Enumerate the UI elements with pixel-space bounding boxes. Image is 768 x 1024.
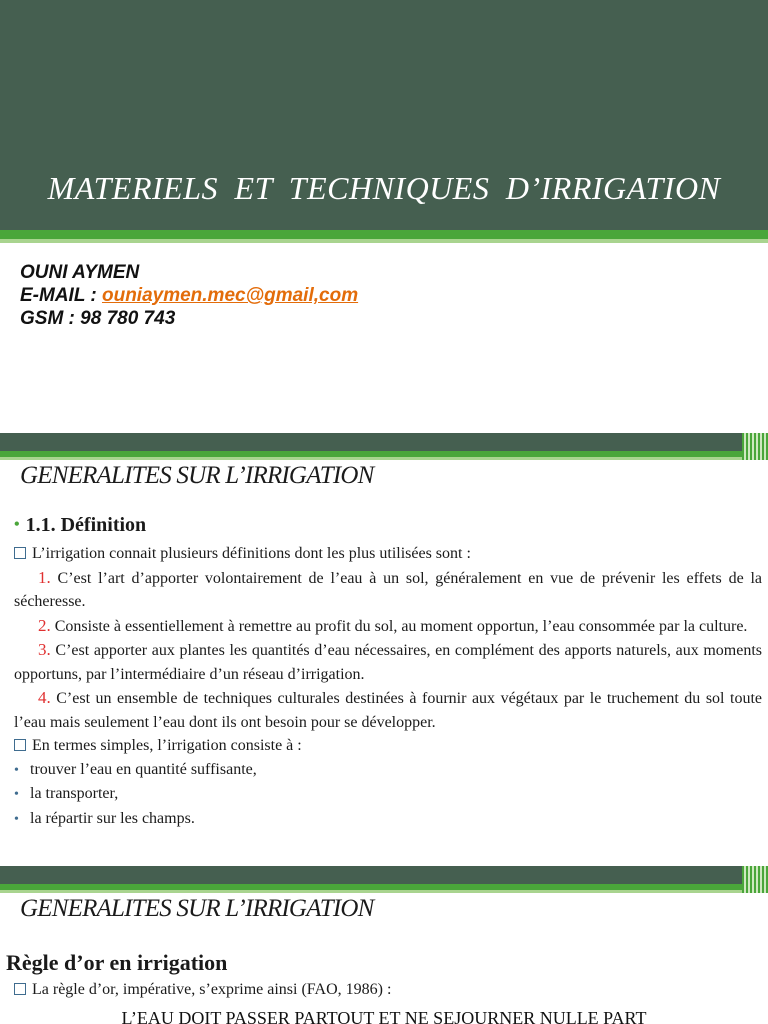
- slide3-title: GENERALITES SUR L’IRRIGATION: [20, 895, 374, 922]
- list-item: • la répartir sur les champs.: [14, 807, 762, 832]
- list-item: • trouver l’eau en quantité suffisante,: [14, 758, 762, 783]
- decorative-bars: [742, 866, 768, 893]
- golden-rule-quote: L’EAU DOIT PASSER PARTOUT ET NE SEJOURNER NULLE PART: [121, 1008, 647, 1024]
- presentation-title: MATERIELS ET TECHNIQUES D’IRRIGATION: [47, 170, 721, 206]
- bullet-dot-icon: •: [14, 811, 19, 827]
- section-heading: • 1.1. Définition: [14, 514, 147, 536]
- email-link[interactable]: ouniaymen.mec@gmail,com: [101, 285, 359, 306]
- bullet-dot-icon: •: [14, 516, 20, 533]
- decorative-bars: [742, 433, 768, 460]
- rule-heading: Règle d’or en irrigation: [6, 950, 228, 975]
- checkbox-bullet-icon: [14, 547, 26, 559]
- author-name: OUNI AYMEN: [20, 262, 140, 283]
- checkbox-bullet-icon: [14, 739, 26, 751]
- definition-item: 2. Consiste à essentiellement à remettre au profit du sol, au moment opportun, l’eau consommée par la culture.: [38, 615, 748, 635]
- gsm-line: GSM : 98 780 743: [20, 308, 176, 329]
- checkbox-bullet-icon: [14, 983, 26, 995]
- email-label: E-MAIL :: [20, 285, 102, 306]
- slide2-title: GENERALITES SUR L’IRRIGATION: [20, 462, 374, 489]
- list-item: • la transporter,: [14, 782, 762, 807]
- email-line: [20, 284, 358, 307]
- rule-intro-line: La règle d’or, impérative, s’exprime ainsi (FAO, 1986) :: [14, 981, 391, 999]
- header-stripe-light: [0, 239, 768, 243]
- bullet-dot-icon: •: [14, 762, 19, 778]
- definition-item: 4. C’est un ensemble de techniques culturales destinées à fournir aux végétaux par le truchement du sol toute l’eau mais seulement l’eau dont ils ont besoin pour se développer.: [14, 688, 762, 731]
- author-info: [20, 261, 358, 330]
- bullet-dot-icon: •: [14, 787, 19, 802]
- slide3-header-band: [0, 866, 768, 893]
- definition-item: 3. C’est apporter aux plantes les quantités d’eau nécessaires, en complément des apports naturels, aux moments opportuns, par l’intermédiaire d’un réseau d’irrigation.: [14, 640, 762, 683]
- simple-intro-line: En termes simples, l’irrigation consiste à :: [14, 734, 762, 758]
- header-stripe: [0, 230, 768, 239]
- intro-line: L’irrigation connait plusieurs définitions dont les plus utilisées sont :: [14, 542, 762, 566]
- slide2-header-band: [0, 433, 768, 460]
- definition-item: 1. C’est l’art d’apporter volontairement de l’eau à un sol, généralement en vue de prévenir les effets de la sécheresse.: [14, 567, 762, 610]
- definition-body: [14, 542, 762, 831]
